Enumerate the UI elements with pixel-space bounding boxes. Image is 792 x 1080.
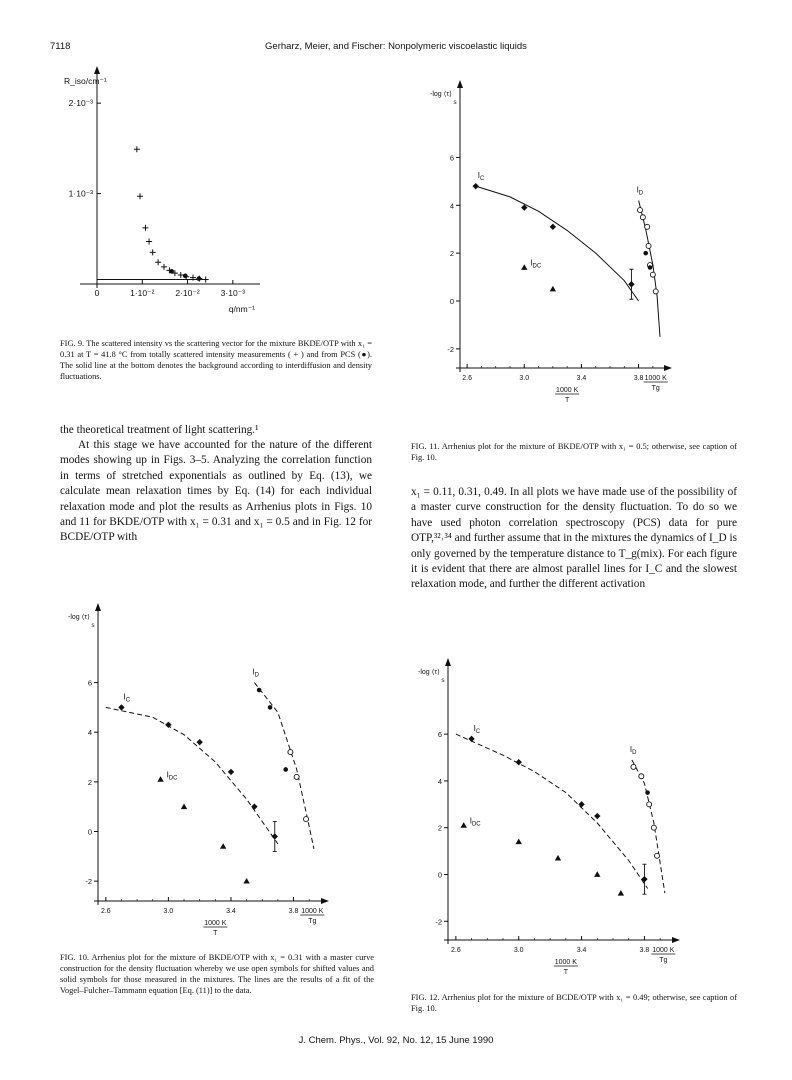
left-para-1: the theoretical treatment of light scattering.¹ — [60, 424, 259, 436]
fig9-y-label: R_iso/cm⁻¹ — [64, 76, 107, 86]
fig10-ic-point — [251, 803, 257, 809]
fig11-x-tick-label: 3.8 — [633, 375, 644, 382]
fig12-ic-point — [578, 801, 584, 807]
fig9-point — [183, 274, 188, 279]
fig11-y-tick-label: 2 — [449, 249, 454, 259]
fig9-point — [137, 193, 143, 199]
fig9-x-tick-label: 1·10⁻² — [130, 288, 155, 298]
fig12-x-arrow — [672, 937, 680, 943]
fig10-x-arrow — [321, 898, 329, 904]
fig11-id-open-point — [650, 272, 655, 277]
fig9-point — [150, 249, 156, 255]
fig12-id-solid-point — [645, 790, 650, 795]
fig10-x-tick-label: 3.4 — [226, 908, 236, 915]
fig12-y-tick-label: 6 — [437, 730, 442, 740]
fig9-point — [134, 146, 140, 152]
fig10-x-tick-label: 3.0 — [163, 908, 174, 915]
fig12-y-label-unit: s — [441, 677, 445, 684]
fig9-point — [178, 272, 184, 278]
fig9-point — [197, 276, 202, 281]
fig11-ic-fit-curve — [476, 186, 639, 301]
fig10-caption: FIG. 10. Arrhenius plot for the mixture of BKDE/OTP with x₁ = 0.31 with a master curve construction for the density fluctuation whereby we use open symbols for shifted values and solid symbols for those measured in the mixtures. The lines are the results of a fit of the Vogel–Fulcher–Tammann equation [Eq. (11)] to the data. — [60, 953, 374, 995]
fig11-ic-label: $I_C$ — [477, 171, 485, 183]
fig11-ic-point — [473, 183, 479, 189]
fig11-id-open-point — [640, 215, 645, 220]
fig10-ic-point — [228, 769, 234, 775]
fig10-id-open-point — [304, 817, 309, 822]
fig11-y-tick-label: 6 — [449, 153, 454, 163]
fig12-y-tick-label: 4 — [437, 776, 442, 786]
fig11-id-solid-point — [648, 265, 653, 270]
fig10-idc-label: $I_{DC}$ — [166, 770, 178, 782]
fig10-x-label-num: 1000 K — [204, 920, 227, 927]
fig9-point — [203, 276, 209, 282]
fig10-y-tick-label: 6 — [87, 678, 92, 688]
fig12-y-arrow — [445, 658, 451, 666]
fig12-y-tick-label: -2 — [435, 917, 442, 927]
fig9-y-tick-label: 2·10⁻³ — [68, 98, 93, 109]
fig12-x-tick-label: 3.0 — [513, 947, 524, 954]
fig11-y-label: -log ⟨τ⟩ — [430, 91, 452, 98]
fig12-ic-fit-curve — [456, 734, 648, 888]
fig9-point — [155, 259, 161, 265]
fig10-ic-fit-curve — [106, 707, 278, 844]
fig9-y-arrow — [94, 66, 100, 74]
left-para-2: At this stage we have accounted for the nature of the different modes showing up in Figs. 3–5. Analyzing the correlation function in terms of stretched exponentials as outlined by Eq. (13), we calculate mean relaxation times by Eq. (14) for each individual relaxation mode and plot the results as Arrhenius plots in Figs. 10 and 11 for BKDE/OTP with x₁ = 0.31 and x₁ = 0.5 and in Fig. 12 for BCDE/OTP with — [60, 439, 372, 544]
fig10-y-tick-label: -2 — [85, 877, 92, 887]
fig9-point — [169, 269, 174, 274]
fig12-ic-label: $I_C$ — [473, 723, 481, 735]
fig12-ic-point — [468, 736, 474, 742]
fig12-idc-point — [618, 890, 624, 896]
fig10-x-label-den: T — [213, 930, 218, 937]
fig10-id-open-point — [294, 774, 299, 779]
fig9-caption: FIG. 9. The scattered intensity vs the scattering vector for the mixture BKDE/OTP with x₁ = 0.31 at T = 41.8 °C from totally scattered intensity measurements ( + ) and from PCS (●). The solid line at the bottom denotes the background according to interdiffusion and density fluctuations. — [60, 339, 372, 381]
fig11-y-tick-label: -2 — [447, 344, 454, 354]
fig11-y-label-unit: s — [453, 99, 457, 106]
fig10-id-label: $I_D$ — [252, 667, 260, 679]
fig9-x-tick-label: 3·10⁻³ — [220, 288, 246, 298]
fig10-idc-point — [243, 878, 249, 884]
fig10-id-solid-point — [257, 688, 262, 693]
fig12-x-label-den: T — [563, 969, 568, 976]
fig11-ic-point — [550, 224, 556, 230]
fig10-y-tick-label: 2 — [87, 777, 92, 787]
fig12-id-open-point — [651, 825, 656, 830]
fig12-idc-point — [516, 839, 522, 845]
fig11-chart — [420, 70, 720, 430]
fig11-caption: FIG. 11. Arrhenius plot for the mixture of BKDE/OTP with x₁ = 0.5; otherwise, see caption of Fig. 10. — [411, 442, 737, 462]
fig10-ic-label: $I_C$ — [123, 692, 131, 704]
fig12-idc-point — [461, 822, 467, 828]
fig10-x-tick-label: 2.6 — [100, 908, 111, 915]
fig9-x-tick-label: 2·10⁻² — [175, 288, 200, 298]
fig10-y-label: -log ⟨τ⟩ — [68, 614, 90, 621]
fig11-x-tick-label: 3.0 — [519, 375, 530, 382]
fig12-idc-point — [555, 855, 561, 861]
fig12-tg-label-den: Tg — [659, 957, 668, 964]
fig10-ic-point — [118, 704, 124, 710]
fig11-id-open-point — [646, 243, 651, 248]
fig11-id-open-point — [653, 289, 658, 294]
fig9-point — [142, 225, 148, 231]
running-title: Gerharz, Meier, and Fischer: Nonpolymeric viscoelastic liquids — [265, 41, 527, 52]
fig11-id-open-point — [645, 224, 650, 229]
fig10-idc-point — [157, 776, 163, 782]
fig11-id-open-point — [638, 208, 643, 213]
fig10-id-solid-point — [268, 705, 273, 710]
fig12-id-open-point — [647, 802, 652, 807]
fig12-ic-point — [594, 813, 600, 819]
fig10-id-solid-point — [283, 767, 288, 772]
fig11-id-solid-point — [643, 251, 648, 256]
right-para: x₁ = 0.11, 0.31, 0.49. In all plots we have made use of the possibility of a master curve construction for the density fluctuation. To do so we have used photon correlation spectroscopy (PCS) data for pure OTP,³²˒³⁴ and further assume that in the mixtures the dynamics of I_D is only governed by the temperature distance to T_g(mix). For each figure it is evident that there are almost parallel lines for I_C and the slowest relaxation mode, and further the different activation — [411, 486, 737, 591]
fig9-x-label: q/nm⁻¹ — [228, 304, 255, 314]
fig12-id-open-point — [655, 853, 660, 858]
fig12-tg-label-num: 1000 K — [652, 947, 675, 954]
fig10-x-tick-label: 3.8 — [288, 908, 299, 915]
fig12-x-label-num: 1000 K — [554, 959, 577, 966]
fig11-x-tick-label: 3.4 — [576, 375, 587, 382]
fig12-ic-point — [516, 759, 522, 765]
fig11-x-arrow — [664, 365, 672, 371]
fig10-tg-label-den: Tg — [308, 918, 317, 925]
fig9-point — [161, 264, 167, 270]
fig11-x-label-den: T — [565, 397, 570, 404]
fig12-idc-label: $I_{DC}$ — [469, 816, 481, 828]
fig12-caption: FIG. 12. Arrhenius plot for the mixture of BCDE/OTP with x₁ = 0.49; otherwise, see caption of Fig. 10. — [411, 993, 737, 1013]
fig12-chart — [418, 640, 720, 976]
fig11-idc-point — [550, 286, 556, 292]
fig10-tg-label-num: 1000 K — [301, 908, 324, 915]
fig11-x-tick-label: 2.6 — [462, 375, 473, 382]
fig12-y-label: -log ⟨τ⟩ — [418, 669, 440, 676]
fig12-idc-point — [594, 871, 600, 877]
fig10-y-tick-label: 0 — [87, 827, 92, 837]
fig9-chart — [50, 60, 390, 320]
fig12-y-tick-label: 2 — [437, 823, 442, 833]
footer: J. Chem. Phys., Vol. 92, No. 12, 15 June 1990 — [298, 1035, 494, 1046]
fig12-x-tick-label: 3.4 — [576, 947, 587, 954]
fig12-id-open-point — [631, 764, 636, 769]
fig11-x-label-num: 1000 K — [556, 387, 579, 394]
fig10-id-open-point — [288, 750, 293, 755]
fig10-y-tick-label: 4 — [87, 728, 92, 738]
fig12-x-tick-label: 2.6 — [450, 947, 461, 954]
page-number: 7118 — [50, 41, 71, 52]
fig11-id-label: $I_D$ — [636, 185, 644, 197]
fig12-x-tick-label: 3.8 — [639, 947, 650, 954]
fig10-ic-point — [196, 739, 202, 745]
fig11-y-arrow — [457, 80, 463, 88]
fig10-y-label-unit: s — [91, 622, 95, 629]
fig12-id-label: $I_D$ — [629, 744, 637, 756]
fig11-tg-label-den: Tg — [651, 385, 660, 392]
fig10-idc-point — [220, 843, 226, 849]
fig12-id-open-point — [639, 774, 644, 779]
fig10-idc-point — [181, 803, 187, 809]
fig9-y-tick-label: 1·10⁻³ — [68, 188, 93, 199]
fig11-tg-label-num: 1000 K — [644, 375, 667, 382]
fig12-y-tick-label: 0 — [437, 870, 442, 880]
fig11-idc-label: $I_{DC}$ — [530, 258, 542, 270]
fig11-y-tick-label: 4 — [449, 201, 454, 211]
fig10-y-arrow — [95, 603, 101, 611]
fig11-y-tick-label: 0 — [449, 297, 454, 306]
fig9-point — [146, 238, 152, 244]
fig11-idc-point — [521, 264, 527, 270]
fig10-chart — [55, 585, 385, 935]
fig9-x-tick-label: 0 — [94, 288, 100, 298]
